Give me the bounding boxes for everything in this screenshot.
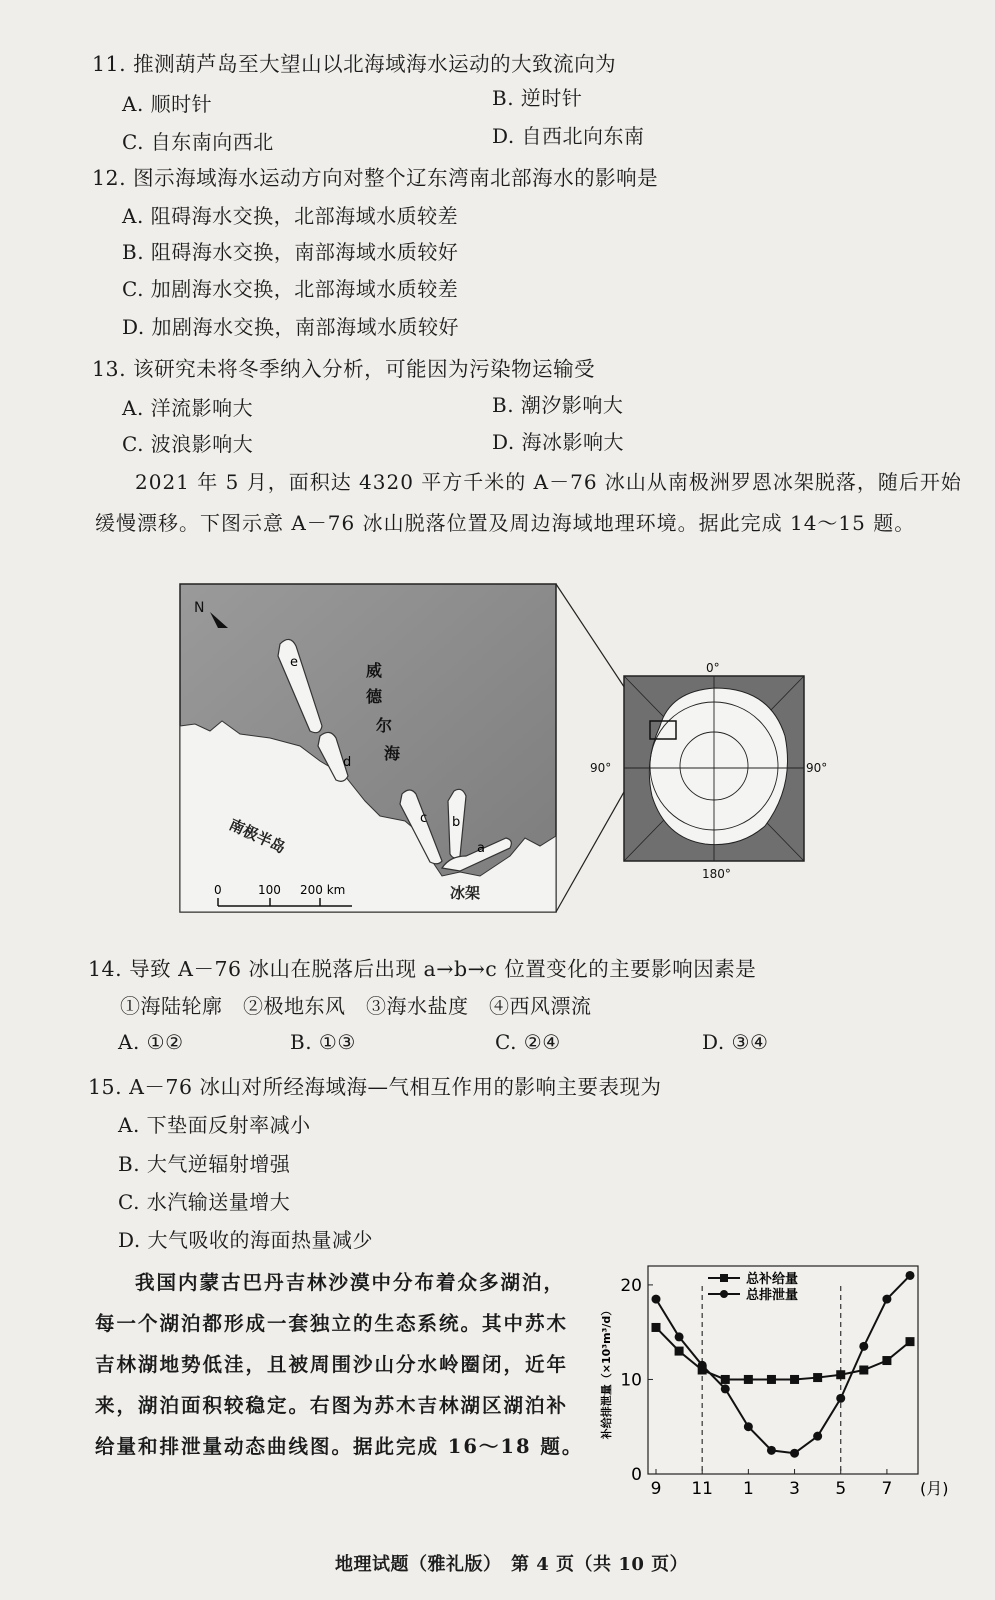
q13-option-a: A. 洋流影响大 <box>122 396 254 420</box>
q13-option-d: D. 海冰影响大 <box>492 430 625 454</box>
sea-label-2: 德 <box>366 687 383 706</box>
q11-option-a: A. 顺时针 <box>122 92 213 116</box>
discharge-point <box>813 1432 822 1441</box>
q12-option-c: C. 加剧海水交换，北部海域水质较差 <box>122 277 459 301</box>
q14-option-a: A. ①② <box>118 1030 184 1054</box>
discharge-point <box>859 1342 868 1351</box>
discharge-point <box>675 1332 684 1341</box>
antarctica-globe-inset <box>590 661 827 881</box>
supply-point <box>790 1375 799 1384</box>
q13-option-b: B. 潮汐影响大 <box>492 393 624 417</box>
q11-option-b: B. 逆时针 <box>492 86 583 110</box>
q13-stem: 13. 该研究未将冬季纳入分析，可能因为污染物运输受 <box>92 357 596 381</box>
q12-option-d: D. 加剧海水交换，南部海域水质较好 <box>122 315 460 339</box>
x-tick-label: 1 <box>742 1479 754 1499</box>
supply-point <box>882 1356 891 1365</box>
discharge-point <box>767 1446 776 1455</box>
q13-option-c: C. 波浪影响大 <box>122 432 254 456</box>
legend-label: 总补给量 <box>746 1272 799 1287</box>
sea-label-1: 威 <box>366 661 383 680</box>
y-tick-label: 10 <box>620 1370 642 1391</box>
discharge-point <box>698 1361 707 1370</box>
label-c: c <box>420 811 428 826</box>
svg-text:N: N <box>194 600 205 616</box>
q12-option-b: B. 阻碍海水交换，南部海域水质较好 <box>122 240 459 264</box>
passage-iceberg: 2021 年 5 月，面积达 4320 平方千米的 A－76 冰山从南极洲罗恩冰架脱落，随后开始缓慢漂移。下图示意 A－76 冰山脱落位置及周边海域地理环境。据此完成 14～15 题。 <box>95 470 962 535</box>
supply-point <box>906 1337 915 1346</box>
supply-point <box>721 1375 730 1384</box>
supply-point <box>652 1323 661 1332</box>
supply-point <box>859 1366 868 1375</box>
x-tick-label: 9 <box>650 1479 662 1499</box>
q14-option-d: D. ③④ <box>702 1030 769 1054</box>
discharge-point <box>906 1271 915 1280</box>
svg-text:180°: 180° <box>702 867 731 881</box>
svg-text:100: 100 <box>258 883 281 897</box>
label-b: b <box>452 815 461 830</box>
legend-square-marker <box>720 1274 728 1282</box>
svg-text:0: 0 <box>214 883 222 897</box>
discharge-point <box>836 1394 845 1403</box>
label-e: e <box>290 655 298 670</box>
q12-option-a: A. 阻碍海水交换，北部海域水质较差 <box>122 204 459 228</box>
y-axis-label: 补给排泄量（×10³m³/d） <box>600 1304 613 1440</box>
q11-option-d: D. 自西北向东南 <box>492 124 645 148</box>
supply-point <box>767 1375 776 1384</box>
x-tick-label: 7 <box>881 1479 893 1499</box>
q15-stem: 15. A－76 冰山对所经海域海—气相互作用的影响主要表现为 <box>88 1075 662 1099</box>
svg-text:200 km: 200 km <box>300 883 346 897</box>
svg-text:90°: 90° <box>590 761 612 775</box>
sea-label-3: 尔 <box>376 716 393 735</box>
discharge-point <box>721 1384 730 1393</box>
q14-statements: ①海陆轮廓 ②极地东风 ③海水盐度 ④西风漂流 <box>120 994 592 1018</box>
q11-option-c: C. 自东南向西北 <box>122 130 274 154</box>
q14-stem: 14. 导致 A－76 冰山在脱落后出现 a→b→c 位置变化的主要影响因素是 <box>88 957 757 981</box>
q12-stem: 12. 图示海域海水运动方向对整个辽东湾南北部海水的影响是 <box>92 166 659 190</box>
peninsula-label: 南极半岛 <box>226 815 289 857</box>
discharge-point <box>652 1295 661 1304</box>
sea-label-4: 海 <box>384 744 401 763</box>
q15-option-c: C. 水汽输送量增大 <box>118 1190 291 1214</box>
legend-circle-marker <box>720 1290 728 1298</box>
supply-point <box>836 1370 845 1379</box>
label-a: a <box>477 841 485 856</box>
q15-option-a: A. 下垫面反射率减小 <box>118 1113 311 1137</box>
discharge-point <box>790 1449 799 1458</box>
ice-shelf-label: 冰架 <box>450 884 481 902</box>
x-tick-label: 3 <box>789 1479 800 1499</box>
page-footer: 地理试题（雅礼版） 第 4 页（共 10 页） <box>335 1554 689 1575</box>
x-tick-label: 11 <box>691 1479 714 1499</box>
supply-point <box>675 1347 684 1356</box>
q14-option-b: B. ①③ <box>290 1030 356 1054</box>
lake-supply-discharge-chart <box>590 1262 949 1500</box>
discharge-point <box>882 1295 891 1304</box>
q15-option-d: D. 大气吸收的海面热量减少 <box>118 1228 374 1252</box>
y-tick-label: 0 <box>631 1465 642 1485</box>
x-unit-label: (月) <box>920 1479 949 1498</box>
antarctica-map-figure <box>170 576 870 926</box>
q11-stem: 11. 推测葫芦岛至大望山以北海域海水运动的大致流向为 <box>92 52 617 76</box>
svg-text:90°: 90° <box>806 761 828 775</box>
y-tick-label: 20 <box>620 1275 642 1296</box>
label-d: d <box>343 755 352 770</box>
supply-point <box>813 1373 822 1382</box>
q14-option-c: C. ②④ <box>495 1030 561 1054</box>
svg-text:0°: 0° <box>706 661 720 675</box>
supply-point <box>744 1375 753 1384</box>
discharge-point <box>744 1422 753 1431</box>
x-tick-label: 5 <box>835 1479 847 1499</box>
passage-lake: 我国内蒙古巴丹吉林沙漠中分布着众多湖泊，每一个湖泊都形成一套独立的生态系统。其中苏木吉林湖地势低洼，且被周围沙山分水岭圈闭，近年来，湖泊面积较稳定。右图为苏木吉林湖区湖泊补给量和排泄量动态曲线图。据此完成 16～18 题。 <box>95 1271 584 1458</box>
q15-option-b: B. 大气逆辐射增强 <box>118 1152 291 1176</box>
legend-label: 总排泄量 <box>746 1288 799 1303</box>
